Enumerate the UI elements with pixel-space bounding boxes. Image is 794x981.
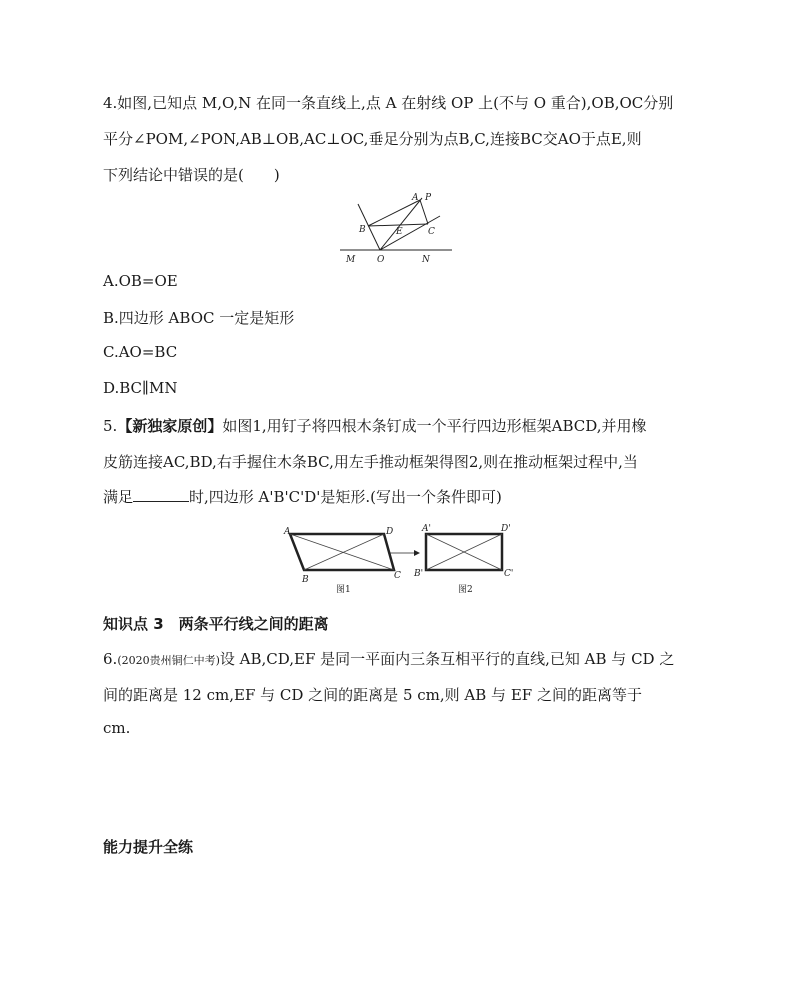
label-c: C [428,227,435,237]
fig1-label-b: B [302,575,309,585]
q5-line-3 [103,486,502,507]
segment-ac [420,200,428,224]
q4-option-a: A.OB=OE [103,272,178,290]
q6-number: 6. [103,650,118,668]
q4-figure [340,192,460,264]
q5-tag: 【新独家原创】 [117,417,223,435]
q5-line-1 [103,415,647,436]
q5-figure [282,522,522,596]
fig2-label-b: B' [414,569,424,579]
q5-line-1-text: 如图1,用钉子将四根木条钉成一个平行四边形框架ABCD,并用橡 [222,417,647,435]
fig2-label-d: D' [501,524,511,534]
q4-option-b: B.四边形 ABOC 一定是矩形 [103,309,295,327]
q6-line-3: cm. [103,719,131,737]
fig1-label-a: A [284,527,291,537]
q5-number: 5. [103,417,118,435]
label-n: N [422,255,430,264]
section-3-heading: 知识点 3 两条平行线之间的距离 [103,615,329,633]
arrow-head-icon [414,550,420,556]
fig2-caption: 图2 [458,585,473,595]
diagonal-bd [304,534,384,570]
fig2-label-c: C' [504,569,514,579]
fig1-label-c: C [394,571,401,581]
segment-ab [368,200,420,226]
q5-line-2: 皮筋连接AC,BD,右手握住木条BC,用左手推动框架得图2,则在推动框架过程中,当 [103,453,638,471]
q6-line-1 [103,648,674,669]
q4-line-1: 4.如图,已知点 M,O,N 在同一条直线上,点 A 在射线 OP 上(不与 O 重合),OB,OC分别 [103,94,674,112]
label-m: M [346,255,356,264]
q6-source: (2020贵州铜仁中考) [117,654,220,667]
fig1-label-d: D [386,527,394,537]
label-o: O [377,255,385,264]
label-a: A [412,193,419,203]
label-e: E [396,227,403,237]
q4-option-c: C.AO=BC [103,343,178,361]
q6-line-1-text: 设 AB,CD,EF 是同一平面内三条互相平行的直线,已知 AB 与 CD 之 [219,650,675,668]
q6-line-2: 间的距离是 12 cm,EF 与 CD 之间的距离是 5 cm,则 AB 与 EF 之间的距离等于 [103,686,642,704]
q4-line-3: 下列结论中错误的是( ) [103,166,280,184]
fig1-caption: 图1 [336,585,351,595]
q5-line-3-before: 满足 [103,488,134,506]
q5-answer-blank [133,487,189,502]
q4-line-2: 平分∠POM,∠PON,AB⊥OB,AC⊥OC,垂足分别为点B,C,连接BC交AO于点E,则 [103,130,642,148]
ability-section-heading: 能力提升全练 [103,838,194,856]
segment-bc [368,224,428,226]
q5-line-3-after: 时,四边形 A'B'C'D'是矩形.(写出一个条件即可) [189,488,502,506]
label-b: B [359,225,366,235]
label-p: P [425,193,432,203]
q4-option-d: D.BC∥MN [103,379,178,397]
fig2-label-a: A' [422,524,431,534]
diagonal-ac [290,534,394,570]
